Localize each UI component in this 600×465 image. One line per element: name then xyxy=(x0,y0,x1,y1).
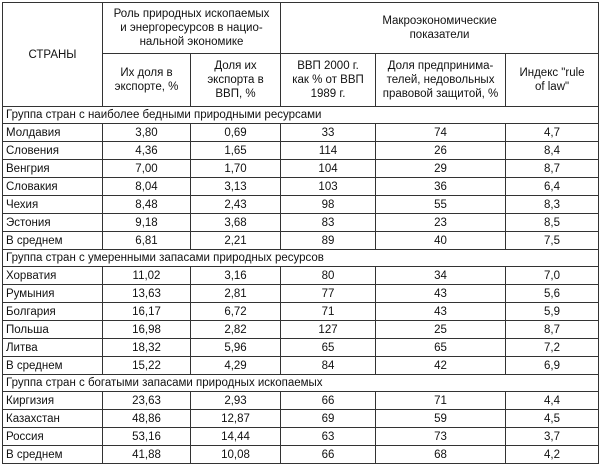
value-cell: 9,18 xyxy=(103,214,191,232)
value-cell: 4,7 xyxy=(506,124,599,142)
value-cell: 4,5 xyxy=(506,410,599,428)
value-cell: 103 xyxy=(281,178,376,196)
value-cell: 55 xyxy=(376,196,506,214)
value-cell: 5,6 xyxy=(506,285,599,303)
table-row xyxy=(3,267,599,285)
value-cell: 63 xyxy=(281,428,376,446)
value-cell: 84 xyxy=(281,357,376,375)
value-cell: 3,13 xyxy=(191,178,281,196)
value-cell: 83 xyxy=(281,214,376,232)
value-cell: 14,44 xyxy=(191,428,281,446)
header-entrepreneurs: Доля предпринима- телей, недовольных правовой защитой, % xyxy=(376,54,506,107)
value-cell: 40 xyxy=(376,232,506,250)
value-cell: 13,63 xyxy=(103,285,191,303)
value-cell: 25 xyxy=(376,321,506,339)
value-cell: 7,00 xyxy=(103,160,191,178)
value-cell: 69 xyxy=(281,410,376,428)
table-row xyxy=(3,160,599,178)
header-countries: СТРАНЫ xyxy=(3,3,103,107)
value-cell: 53,16 xyxy=(103,428,191,446)
value-cell: 8,48 xyxy=(103,196,191,214)
country-cell: Словакия xyxy=(3,178,103,196)
value-cell: 8,5 xyxy=(506,214,599,232)
value-cell: 16,17 xyxy=(103,303,191,321)
header-export-gdp: Доля их экспорта в ВВП, % xyxy=(191,54,281,107)
value-cell: 2,82 xyxy=(191,321,281,339)
value-cell: 23,63 xyxy=(103,392,191,410)
table-row xyxy=(3,321,599,339)
value-cell: 74 xyxy=(376,124,506,142)
country-cell: Чехия xyxy=(3,196,103,214)
country-cell: Россия xyxy=(3,428,103,446)
header-gdp-2000: ВВП 2000 г. как % от ВВП 1989 г. xyxy=(281,54,376,107)
value-cell: 7,2 xyxy=(506,339,599,357)
country-cell: Казахстан xyxy=(3,410,103,428)
value-cell: 98 xyxy=(281,196,376,214)
country-cell: В среднем xyxy=(3,357,103,375)
header-rule-of-law: Индекс "rule of law" xyxy=(506,54,599,107)
value-cell: 127 xyxy=(281,321,376,339)
value-cell: 43 xyxy=(376,285,506,303)
country-cell: Словения xyxy=(3,142,103,160)
value-cell: 6,72 xyxy=(191,303,281,321)
group-title: Группа стран с богатыми запасами природных ископаемых xyxy=(3,375,599,392)
value-cell: 18,32 xyxy=(103,339,191,357)
table-row xyxy=(3,124,599,142)
value-cell: 65 xyxy=(376,339,506,357)
value-cell: 71 xyxy=(376,392,506,410)
group-row xyxy=(3,107,599,124)
table-row xyxy=(3,446,599,464)
country-cell: Болгария xyxy=(3,303,103,321)
table-row xyxy=(3,178,599,196)
group-row xyxy=(3,375,599,392)
country-cell: Эстония xyxy=(3,214,103,232)
value-cell: 3,80 xyxy=(103,124,191,142)
value-cell: 4,4 xyxy=(506,392,599,410)
value-cell: 114 xyxy=(281,142,376,160)
value-cell: 8,7 xyxy=(506,160,599,178)
value-cell: 10,08 xyxy=(191,446,281,464)
table-row xyxy=(3,196,599,214)
value-cell: 15,22 xyxy=(103,357,191,375)
value-cell: 6,9 xyxy=(506,357,599,375)
value-cell: 41,88 xyxy=(103,446,191,464)
table-row xyxy=(3,392,599,410)
value-cell: 5,9 xyxy=(506,303,599,321)
value-cell: 12,87 xyxy=(191,410,281,428)
group-title: Группа стран с умеренными запасами природных ресурсов xyxy=(3,250,599,267)
group-title: Группа стран с наиболее бедными природными ресурсами xyxy=(3,107,599,124)
value-cell: 8,7 xyxy=(506,321,599,339)
group-row xyxy=(3,250,599,267)
table-row xyxy=(3,339,599,357)
country-cell: Румыния xyxy=(3,285,103,303)
value-cell: 71 xyxy=(281,303,376,321)
country-cell: Молдавия xyxy=(3,124,103,142)
table-row xyxy=(3,428,599,446)
value-cell: 104 xyxy=(281,160,376,178)
value-cell: 2,93 xyxy=(191,392,281,410)
value-cell: 1,65 xyxy=(191,142,281,160)
value-cell: 68 xyxy=(376,446,506,464)
value-cell: 7,0 xyxy=(506,267,599,285)
value-cell: 80 xyxy=(281,267,376,285)
country-cell: Киргизия xyxy=(3,392,103,410)
country-cell: Хорватия xyxy=(3,267,103,285)
value-cell: 34 xyxy=(376,267,506,285)
value-cell: 42 xyxy=(376,357,506,375)
table-row xyxy=(3,142,599,160)
value-cell: 23 xyxy=(376,214,506,232)
value-cell: 36 xyxy=(376,178,506,196)
table-row xyxy=(3,214,599,232)
header-group-resources: Роль природных ископаемых и энергоресурсов в нацио- нальной экономике xyxy=(103,3,281,54)
value-cell: 59 xyxy=(376,410,506,428)
header-group-macro: Макроэкономические показатели xyxy=(281,3,599,54)
table-body xyxy=(3,107,599,464)
table-row xyxy=(3,285,599,303)
value-cell: 66 xyxy=(281,392,376,410)
value-cell: 16,98 xyxy=(103,321,191,339)
value-cell: 2,21 xyxy=(191,232,281,250)
value-cell: 7,5 xyxy=(506,232,599,250)
value-cell: 4,36 xyxy=(103,142,191,160)
value-cell: 3,16 xyxy=(191,267,281,285)
table-row xyxy=(3,357,599,375)
country-cell: В среднем xyxy=(3,446,103,464)
value-cell: 33 xyxy=(281,124,376,142)
country-cell: В среднем xyxy=(3,232,103,250)
value-cell: 77 xyxy=(281,285,376,303)
value-cell: 3,68 xyxy=(191,214,281,232)
table-row xyxy=(3,410,599,428)
value-cell: 5,96 xyxy=(191,339,281,357)
value-cell: 8,4 xyxy=(506,142,599,160)
value-cell: 4,29 xyxy=(191,357,281,375)
value-cell: 8,3 xyxy=(506,196,599,214)
value-cell: 65 xyxy=(281,339,376,357)
table-row xyxy=(3,303,599,321)
value-cell: 89 xyxy=(281,232,376,250)
value-cell: 2,43 xyxy=(191,196,281,214)
country-cell: Литва xyxy=(3,339,103,357)
value-cell: 1,70 xyxy=(191,160,281,178)
value-cell: 11,02 xyxy=(103,267,191,285)
value-cell: 26 xyxy=(376,142,506,160)
table-row xyxy=(3,232,599,250)
value-cell: 3,7 xyxy=(506,428,599,446)
value-cell: 6,81 xyxy=(103,232,191,250)
data-table xyxy=(2,2,599,464)
value-cell: 43 xyxy=(376,303,506,321)
value-cell: 29 xyxy=(376,160,506,178)
value-cell: 66 xyxy=(281,446,376,464)
value-cell: 2,81 xyxy=(191,285,281,303)
value-cell: 8,04 xyxy=(103,178,191,196)
value-cell: 6,4 xyxy=(506,178,599,196)
header-export-share: Их доля в экспорте, % xyxy=(103,54,191,107)
country-cell: Венгрия xyxy=(3,160,103,178)
value-cell: 73 xyxy=(376,428,506,446)
country-cell: Польша xyxy=(3,321,103,339)
value-cell: 4,2 xyxy=(506,446,599,464)
value-cell: 48,86 xyxy=(103,410,191,428)
value-cell: 0,69 xyxy=(191,124,281,142)
